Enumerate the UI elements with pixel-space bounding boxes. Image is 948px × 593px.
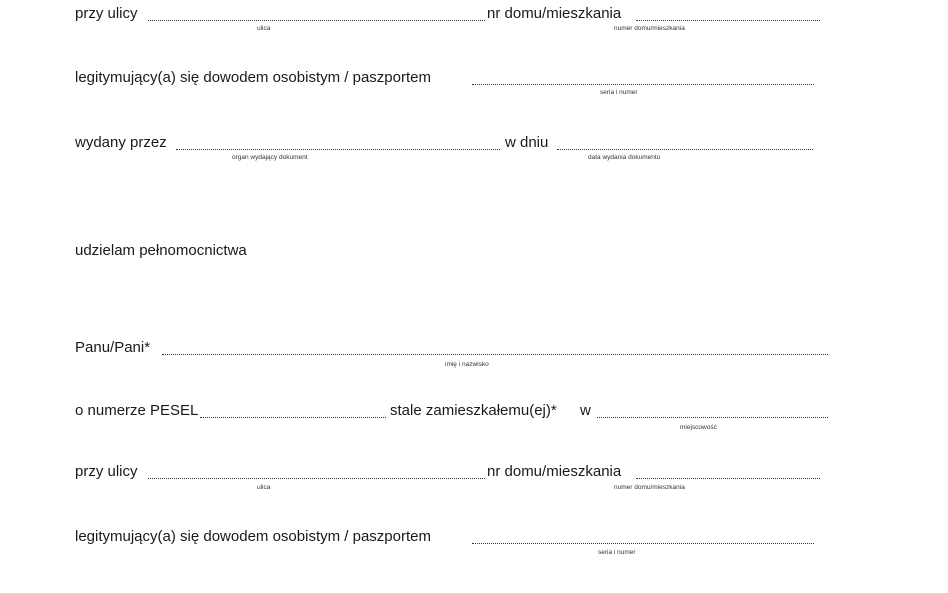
attorney-id-caption: seria i numer <box>598 549 636 556</box>
grantor-id-field[interactable] <box>472 84 814 85</box>
grantor-issued-field[interactable] <box>176 149 500 150</box>
attorney-town-field[interactable] <box>597 417 828 418</box>
attorney-name-label: Panu/Pani* <box>75 339 151 356</box>
attorney-id-field[interactable] <box>472 543 814 544</box>
attorney-name-caption: imię i nazwisko <box>445 361 489 368</box>
attorney-street-field[interactable] <box>148 478 485 479</box>
attorney-pesel-label: o numerze PESEL <box>75 402 199 419</box>
grantor-issued-label: wydany przez <box>75 134 167 151</box>
grantor-date-caption: data wydania dokumentu <box>588 154 661 161</box>
grantor-house-label: nr domu/mieszkania <box>487 5 622 22</box>
attorney-residence-label: stale zamieszkałemu(ej)* <box>390 402 557 419</box>
grantor-date-label: w dniu <box>505 134 549 151</box>
grantor-date-field[interactable] <box>557 149 813 150</box>
grantor-house-field[interactable] <box>636 20 820 21</box>
attorney-house-label: nr domu/mieszkania <box>487 463 622 480</box>
grantor-id-label: legitymujący(a) się dowodem osobistym / paszportem <box>75 69 431 86</box>
attorney-pesel-field[interactable] <box>200 417 386 418</box>
attorney-house-caption: numer domu/mieszkania <box>614 484 685 491</box>
attorney-house-field[interactable] <box>636 478 820 479</box>
grantor-issued-caption: organ wydający dokument <box>232 154 308 161</box>
grantor-street-field[interactable] <box>148 20 485 21</box>
grantor-id-caption: seria i numer <box>600 89 638 96</box>
attorney-name-field[interactable] <box>162 354 828 355</box>
grantor-street-caption: ulica <box>257 25 271 32</box>
attorney-w-label: w <box>580 402 591 419</box>
attorney-street-caption: ulica <box>257 484 271 491</box>
grant-statement: udzielam pełnomocnictwa <box>75 242 247 259</box>
attorney-street-label: przy ulicy <box>75 463 138 480</box>
grantor-street-label: przy ulicy <box>75 5 138 22</box>
grantor-house-caption: numer domu/mieszkania <box>614 25 685 32</box>
attorney-town-caption: miejscowość <box>680 424 717 431</box>
attorney-id-label: legitymujący(a) się dowodem osobistym / paszportem <box>75 528 431 545</box>
